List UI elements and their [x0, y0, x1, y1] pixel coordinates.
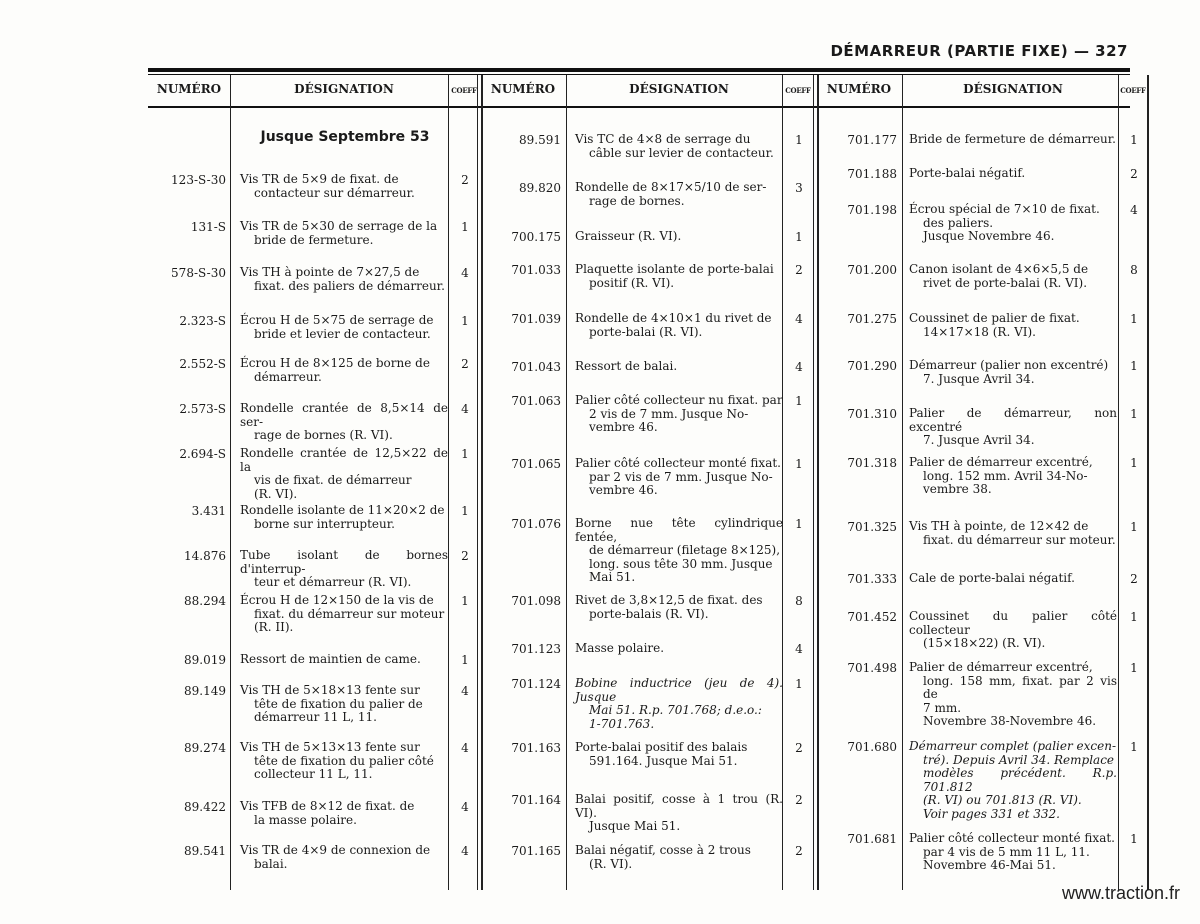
- part-number: 701.498: [847, 661, 897, 675]
- designation-line: Vis TH de 5×18×13 fente sur: [240, 683, 420, 697]
- designation-line: 7. Jusque Avril 34.: [923, 371, 1035, 386]
- part-quantity: 1: [795, 677, 803, 691]
- column-divider: [902, 75, 903, 890]
- header-designation: DÉSIGNATION: [629, 82, 729, 96]
- designation-line: câble sur levier de contacteur.: [589, 145, 774, 160]
- part-quantity: 4: [795, 360, 803, 374]
- part-number: 701.452: [847, 610, 897, 624]
- designation-line: positif (R. VI).: [589, 275, 675, 290]
- part-quantity: 4: [461, 741, 469, 755]
- part-designation: [909, 312, 1117, 339]
- part-designation: [240, 800, 448, 827]
- designation-line: Graisseur (R. VI).: [575, 229, 682, 243]
- designation-line: par 4 vis de 5 mm 11 L, 11.: [923, 844, 1090, 859]
- part-number: 89.422: [184, 800, 226, 814]
- designation-line: Écrou H de 8×125 de borne de: [240, 356, 430, 370]
- header-numero: NUMÉRO: [826, 82, 892, 96]
- part-quantity: 1: [1130, 456, 1138, 470]
- designation-line: Rondelle crantée de 8,5×14 de ser-: [240, 401, 448, 429]
- part-quantity: 1: [461, 220, 469, 234]
- part-number: 578-S-30: [171, 266, 226, 280]
- header-designation: DÉSIGNATION: [294, 82, 394, 96]
- designation-line: Cale de porte-balai négatif.: [909, 571, 1075, 585]
- part-designation: [575, 360, 783, 374]
- designation-line: Tube isolant de bornes d'interrup-: [240, 548, 448, 576]
- designation-line: Porte-balai négatif.: [909, 166, 1026, 180]
- designation-line: 2 vis de 7 mm. Jusque No-: [589, 406, 749, 421]
- column-divider: [1147, 75, 1149, 890]
- designation-line: (15×18×22) (R. VI).: [923, 636, 1046, 650]
- header-numero: NUMÉRO: [156, 82, 222, 96]
- designation-line: bride et levier de contacteur.: [254, 326, 431, 341]
- designation-line: la masse polaire.: [254, 812, 357, 827]
- designation-line: contacteur sur démarreur.: [254, 185, 415, 200]
- part-designation: [909, 263, 1117, 290]
- designation-line: fixat. du démarreur sur moteur.: [923, 532, 1116, 547]
- part-quantity: 4: [1130, 203, 1138, 217]
- part-designation: [909, 407, 1117, 448]
- watermark: www.traction.fr: [1061, 883, 1180, 903]
- part-designation: [909, 661, 1117, 729]
- part-designation: [575, 230, 783, 244]
- designation-line: Coussinet de palier de fixat.: [909, 311, 1080, 325]
- header-coeff: COEFF: [1120, 86, 1146, 95]
- designation-line: rage de bornes (R. VI).: [254, 428, 393, 442]
- part-number: 701.163: [511, 741, 561, 755]
- part-quantity: 4: [461, 266, 469, 280]
- part-number: 2.573-S: [179, 402, 226, 416]
- part-quantity: 1: [1130, 610, 1138, 624]
- designation-line: Balai positif, cosse à 1 trou (R. VI).: [575, 792, 783, 820]
- designation-line: porte-balai (R. VI).: [589, 324, 703, 339]
- designation-line: Jusque Mai 51.: [589, 819, 681, 833]
- part-number: 89.149: [184, 684, 226, 698]
- part-number: 701.318: [847, 456, 897, 470]
- part-number: 701.200: [847, 263, 897, 277]
- part-designation: [575, 263, 783, 290]
- designation-line: Rivet de 3,8×12,5 de fixat. des: [575, 593, 763, 607]
- part-designation: [909, 520, 1117, 547]
- part-quantity: 4: [461, 800, 469, 814]
- part-number: 2.694-S: [179, 447, 226, 461]
- designation-line: Ressort de maintien de came.: [240, 652, 421, 666]
- designation-line: Mai 51.: [589, 570, 636, 584]
- designation-line: Jusque Novembre 46.: [923, 229, 1055, 243]
- top-rule: [148, 68, 1130, 72]
- part-quantity: 1: [1130, 520, 1138, 534]
- designation-line: démarreur.: [254, 369, 322, 384]
- designation-line: Écrou H de 12×150 de la vis de: [240, 593, 434, 607]
- part-designation: [240, 402, 448, 443]
- designation-line: balai.: [254, 856, 288, 871]
- part-quantity: 1: [1130, 312, 1138, 326]
- designation-line: des paliers.: [923, 215, 994, 230]
- part-number: 701.063: [511, 394, 561, 408]
- column-divider: [566, 75, 567, 890]
- part-designation: [909, 359, 1117, 386]
- part-quantity: 1: [795, 230, 803, 244]
- part-number: 3.431: [191, 504, 226, 518]
- designation-line: Rondelle de 8×17×5/10 de ser-: [575, 180, 767, 194]
- part-number: 89.019: [184, 653, 226, 667]
- designation-line: Balai négatif, cosse à 2 trous: [575, 843, 751, 857]
- designation-line: long. sous tête 30 mm. Jusque: [589, 556, 773, 571]
- designation-line: Écrou H de 5×75 de serrage de: [240, 313, 434, 327]
- part-designation: [240, 653, 448, 667]
- designation-line: Vis TH à pointe, de 12×42 de: [909, 519, 1089, 533]
- section-title: Jusque Septembre 53: [260, 129, 430, 145]
- part-number: 701.290: [847, 359, 897, 373]
- part-quantity: 2: [795, 844, 803, 858]
- part-quantity: 2: [795, 263, 803, 277]
- designation-line: Bride de fermeture de démarreur.: [909, 132, 1116, 146]
- part-designation: [240, 741, 448, 782]
- designation-line: (R. VI).: [589, 856, 633, 871]
- part-quantity: 2: [795, 741, 803, 755]
- designation-line: Ressort de balai.: [575, 359, 678, 373]
- part-designation: [240, 684, 448, 725]
- part-number: 89.274: [184, 741, 226, 755]
- designation-line: Écrou spécial de 7×10 de fixat.: [909, 202, 1100, 216]
- part-designation: [575, 594, 783, 621]
- designation-line: Masse polaire.: [575, 641, 665, 655]
- designation-line: Rondelle isolante de 11×20×2 de: [240, 503, 445, 517]
- column-divider: [477, 75, 478, 890]
- part-number: 123-S-30: [171, 173, 226, 187]
- part-designation: [909, 167, 1117, 181]
- part-quantity: 1: [461, 594, 469, 608]
- part-designation: [575, 677, 783, 731]
- part-number: 701.275: [847, 312, 897, 326]
- designation-line: long. 158 mm, fixat. par 2 vis de: [923, 673, 1117, 701]
- designation-line: Voir pages 331 et 332.: [923, 806, 1060, 821]
- part-quantity: 1: [1130, 661, 1138, 675]
- designation-line: Rondelle de 4×10×1 du rivet de: [575, 311, 772, 325]
- designation-line: Palier côté collecteur nu fixat. par: [575, 393, 783, 407]
- designation-line: Canon isolant de 4×6×5,5 de: [909, 262, 1089, 276]
- designation-line: fixat. du démarreur sur moteur: [254, 606, 445, 621]
- designation-line: modèles précédent. R.p. 701.812: [923, 766, 1117, 794]
- part-quantity: 1: [1130, 407, 1138, 421]
- designation-line: de démarreur (filetage 8×125),: [589, 543, 781, 557]
- designation-line: Palier de démarreur, non excentré: [909, 406, 1117, 434]
- designation-line: (R. VI).: [254, 486, 298, 501]
- part-number: 701.164: [511, 793, 561, 807]
- part-designation: [240, 549, 448, 590]
- part-number: 2.552-S: [179, 357, 226, 371]
- part-quantity: 4: [461, 402, 469, 416]
- designation-line: Démarreur (palier non excentré): [909, 358, 1109, 372]
- column-divider: [1118, 75, 1119, 890]
- part-designation: [575, 741, 783, 768]
- designation-line: teur et démarreur (R. VI).: [254, 575, 412, 589]
- designation-line: Vis TH de 5×13×13 fente sur: [240, 740, 420, 754]
- designation-line: Novembre 38-Novembre 46.: [923, 714, 1097, 728]
- part-designation: [909, 610, 1117, 651]
- part-designation: [240, 220, 448, 247]
- designation-line: Coussinet du palier côté collecteur: [909, 609, 1117, 637]
- designation-line: par 2 vis de 7 mm. Jusque No-: [589, 469, 773, 484]
- part-quantity: 1: [1130, 133, 1138, 147]
- designation-line: porte-balais (R. VI).: [589, 606, 709, 621]
- designation-line: tête de fixation du palier de: [254, 696, 423, 711]
- part-quantity: 1: [461, 504, 469, 518]
- part-designation: [909, 572, 1117, 586]
- designation-line: Bobine inductrice (jeu de 4). Jusque: [575, 676, 783, 704]
- part-number: 701.680: [847, 740, 897, 754]
- part-quantity: 1: [795, 517, 803, 531]
- part-quantity: 1: [795, 394, 803, 408]
- designation-line: collecteur 11 L, 11.: [254, 767, 373, 781]
- header-coeff: COEFF: [785, 86, 811, 95]
- designation-line: tré). Depuis Avril 34. Remplace: [923, 752, 1115, 767]
- designation-line: Porte-balai positif des balais: [575, 740, 748, 754]
- part-designation: [909, 203, 1117, 244]
- designation-line: long. 152 mm. Avril 34-No-: [923, 468, 1088, 483]
- part-designation: [240, 447, 448, 501]
- part-number: 701.033: [511, 263, 561, 277]
- part-quantity: 4: [461, 684, 469, 698]
- part-designation: [909, 456, 1117, 497]
- part-quantity: 4: [795, 642, 803, 656]
- designation-line: Palier côté collecteur monté fixat.: [909, 831, 1115, 845]
- part-quantity: 2: [461, 173, 469, 187]
- designation-line: (R. VI) ou 701.813 (R. VI).: [923, 793, 1082, 807]
- part-number: 89.541: [184, 844, 226, 858]
- part-number: 89.820: [519, 181, 561, 195]
- designation-line: Palier côté collecteur monté fixat.: [575, 456, 781, 470]
- part-designation: [909, 832, 1117, 873]
- part-number: 701.076: [511, 517, 561, 531]
- part-designation: [575, 844, 783, 871]
- part-designation: [575, 517, 783, 585]
- designation-line: vembre 38.: [923, 482, 992, 496]
- designation-line: 1-701.763.: [589, 716, 655, 731]
- part-quantity: 2: [461, 357, 469, 371]
- designation-line: Vis TR de 5×9 de fixat. de: [240, 172, 399, 186]
- part-designation: [575, 133, 783, 160]
- part-number: 701.124: [511, 677, 561, 691]
- part-designation: [240, 266, 448, 293]
- designation-line: 7 mm.: [923, 700, 962, 715]
- header-coeff: COEFF: [451, 86, 477, 95]
- part-number: 701.325: [847, 520, 897, 534]
- designation-line: vembre 46.: [589, 420, 658, 434]
- column-divider: [230, 75, 231, 890]
- part-designation: [575, 394, 783, 435]
- part-number: 131-S: [190, 220, 226, 234]
- part-quantity: 8: [1130, 263, 1138, 277]
- top-rule-thin: [148, 74, 1130, 75]
- part-number: 701.123: [511, 642, 561, 656]
- part-number: 701.098: [511, 594, 561, 608]
- part-number: 701.043: [511, 360, 561, 374]
- part-number: 701.198: [847, 203, 897, 217]
- header-rule: [148, 106, 1130, 108]
- part-designation: [575, 457, 783, 498]
- designation-line: borne sur interrupteur.: [254, 516, 395, 531]
- designation-line: vembre 46.: [589, 483, 658, 497]
- designation-line: Rondelle crantée de 12,5×22 de la: [240, 446, 448, 474]
- designation-line: rage de bornes.: [589, 193, 685, 208]
- header-designation: DÉSIGNATION: [963, 82, 1063, 96]
- designation-line: tête de fixation du palier côté: [254, 753, 434, 768]
- part-designation: [240, 314, 448, 341]
- column-divider: [448, 75, 449, 890]
- column-divider: [817, 75, 819, 890]
- designation-line: 14×17×18 (R. VI).: [923, 324, 1036, 339]
- designation-line: Plaquette isolante de porte-balai: [575, 262, 774, 276]
- designation-line: 7. Jusque Avril 34.: [923, 433, 1035, 447]
- part-quantity: 2: [795, 793, 803, 807]
- designation-line: vis de fixat. de démarreur: [254, 473, 412, 487]
- part-number: 14.876: [184, 549, 226, 563]
- part-quantity: 2: [461, 549, 469, 563]
- designation-line: rivet de porte-balai (R. VI).: [923, 275, 1088, 290]
- part-number: 701.165: [511, 844, 561, 858]
- designation-line: Vis TH à pointe de 7×27,5 de: [240, 265, 420, 279]
- part-quantity: 4: [795, 312, 803, 326]
- part-quantity: 1: [461, 447, 469, 461]
- part-quantity: 8: [795, 594, 803, 608]
- designation-line: Mai 51. R.p. 701.768; d.e.o.:: [589, 703, 762, 717]
- designation-line: 591.164. Jusque Mai 51.: [589, 753, 738, 768]
- part-designation: [575, 312, 783, 339]
- part-designation: [240, 844, 448, 871]
- designation-line: bride de fermeture.: [254, 232, 374, 247]
- part-quantity: 2: [1130, 167, 1138, 181]
- part-designation: [909, 133, 1117, 147]
- part-quantity: 1: [461, 653, 469, 667]
- part-quantity: 3: [795, 181, 803, 195]
- part-quantity: 1: [1130, 832, 1138, 846]
- part-number: 701.188: [847, 167, 897, 181]
- part-quantity: 1: [461, 314, 469, 328]
- part-quantity: 4: [461, 844, 469, 858]
- part-quantity: 1: [1130, 359, 1138, 373]
- column-divider: [813, 75, 814, 890]
- part-quantity: 1: [1130, 740, 1138, 754]
- designation-line: Palier de démarreur excentré,: [909, 455, 1093, 469]
- part-designation: [575, 642, 783, 656]
- part-number: 2.323-S: [179, 314, 226, 328]
- part-designation: [240, 594, 448, 635]
- part-number: 701.681: [847, 832, 897, 846]
- designation-line: Vis TFB de 8×12 de fixat. de: [240, 799, 415, 813]
- part-number: 89.591: [519, 133, 561, 147]
- part-quantity: 1: [795, 457, 803, 471]
- designation-line: Vis TR de 4×9 de connexion de: [240, 843, 431, 857]
- part-number: 701.039: [511, 312, 561, 326]
- part-number: 701.177: [847, 133, 897, 147]
- designation-line: démarreur 11 L, 11.: [254, 710, 377, 724]
- part-number: 701.310: [847, 407, 897, 421]
- designation-line: fixat. des paliers de démarreur.: [254, 278, 445, 293]
- part-designation: [575, 181, 783, 208]
- part-number: 701.065: [511, 457, 561, 471]
- designation-line: Vis TR de 5×30 de serrage de la: [240, 219, 438, 233]
- designation-line: Novembre 46-Mai 51.: [923, 858, 1056, 872]
- part-designation: [240, 357, 448, 384]
- part-number: 88.294: [184, 594, 226, 608]
- part-designation: [240, 504, 448, 531]
- designation-line: Démarreur complet (palier excen-: [909, 739, 1117, 753]
- part-designation: [909, 740, 1117, 821]
- designation-line: Vis TC de 4×8 de serrage du: [575, 132, 751, 146]
- part-quantity: 1: [795, 133, 803, 147]
- designation-line: Borne nue tête cylindrique fentée,: [575, 516, 783, 544]
- part-designation: [240, 173, 448, 200]
- column-divider: [481, 75, 483, 890]
- part-designation: [575, 793, 783, 834]
- designation-line: Palier de démarreur excentré,: [909, 660, 1093, 674]
- designation-line: (R. II).: [254, 620, 294, 634]
- part-number: 701.333: [847, 572, 897, 586]
- header-numero: NUMÉRO: [490, 82, 556, 96]
- page-header: DÉMARREUR (PARTIE FIXE) — 327: [830, 42, 1128, 60]
- part-number: 700.175: [511, 230, 561, 244]
- part-quantity: 2: [1130, 572, 1138, 586]
